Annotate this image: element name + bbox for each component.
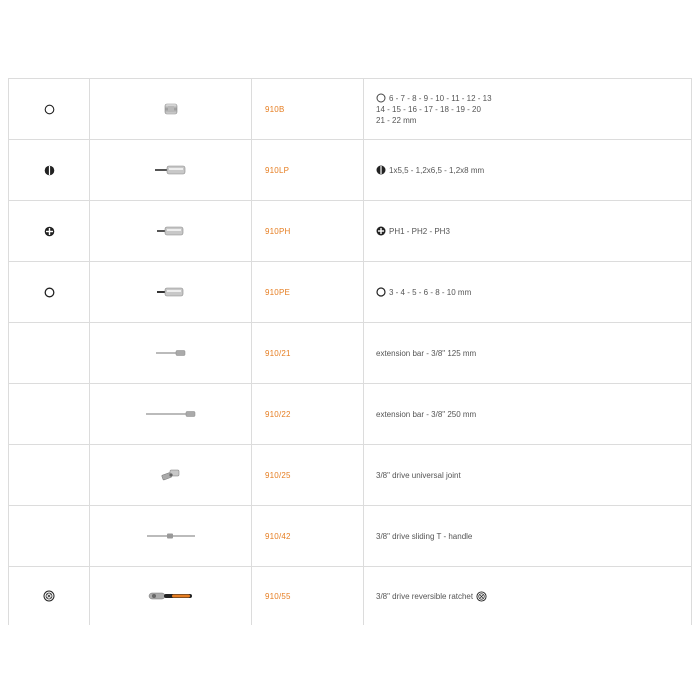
ratchet-icon xyxy=(43,590,55,602)
description xyxy=(376,165,484,176)
code-cell xyxy=(252,567,364,625)
product-image-cell xyxy=(90,445,252,505)
product-image-cell xyxy=(90,323,252,383)
description-cell xyxy=(364,323,692,383)
product-image-cell xyxy=(90,262,252,322)
code-cell xyxy=(252,201,364,261)
product-code: 910/22 xyxy=(265,409,291,419)
description-cell xyxy=(364,140,692,200)
table-row xyxy=(9,140,692,201)
description-cell xyxy=(364,79,692,139)
table-row xyxy=(9,201,692,262)
type-cell xyxy=(9,201,90,261)
table-row xyxy=(9,567,692,625)
product-code: 910PE xyxy=(265,287,291,297)
slotted-screwdriver-icon xyxy=(376,165,386,175)
type-cell xyxy=(9,323,90,383)
table-row xyxy=(9,445,692,506)
type-cell xyxy=(9,445,90,505)
universal-joint-image xyxy=(161,469,181,481)
description-line: PH1 - PH2 - PH3 xyxy=(389,226,450,236)
description xyxy=(376,591,490,602)
sliding-t-handle-image xyxy=(147,533,195,539)
product-code: 910/21 xyxy=(265,348,291,358)
description-line: 1x5,5 - 1,2x6,5 - 1,2x8 mm xyxy=(389,165,485,175)
phillips-screwdriver-icon xyxy=(376,226,386,236)
product-table xyxy=(8,78,692,625)
description-line: 6 - 7 - 8 - 9 - 10 - 11 - 12 - 13 xyxy=(389,93,492,103)
product-image-cell xyxy=(90,140,252,200)
type-cell xyxy=(9,506,90,566)
product-code: 910/42 xyxy=(265,531,291,541)
slotted-screwdriver-icon xyxy=(44,165,55,176)
hex-key-icon xyxy=(44,287,55,298)
description-cell xyxy=(364,506,692,566)
product-image-cell xyxy=(90,79,252,139)
bit-socket-image xyxy=(155,165,187,175)
socket-image xyxy=(163,102,179,116)
code-cell xyxy=(252,445,364,505)
hex-socket-icon xyxy=(44,104,55,115)
type-cell xyxy=(9,140,90,200)
product-code: 910B xyxy=(265,104,285,114)
bit-socket-image xyxy=(157,226,185,236)
description xyxy=(376,93,492,126)
description xyxy=(376,287,471,298)
description-cell xyxy=(364,445,692,505)
description-cell xyxy=(364,384,692,444)
table-row xyxy=(9,262,692,323)
product-code: 910PH xyxy=(265,226,291,236)
description-cell xyxy=(364,262,692,322)
product-code: 910/55 xyxy=(265,591,291,601)
table-row xyxy=(9,79,692,140)
code-cell xyxy=(252,79,364,139)
description: 3/8" drive sliding T - handle xyxy=(376,531,473,541)
type-cell xyxy=(9,262,90,322)
type-cell xyxy=(9,79,90,139)
description-cell xyxy=(364,567,692,625)
ratchet-image xyxy=(148,591,194,601)
hex-key-icon xyxy=(376,287,386,297)
table-row xyxy=(9,384,692,445)
code-cell xyxy=(252,323,364,383)
phillips-screwdriver-icon xyxy=(44,226,55,237)
description: 3/8" drive universal joint xyxy=(376,470,461,480)
type-cell xyxy=(9,567,90,625)
bit-socket-image xyxy=(157,287,185,297)
code-cell xyxy=(252,506,364,566)
ratchet-icon xyxy=(476,591,487,602)
type-cell xyxy=(9,384,90,444)
description-cell xyxy=(364,201,692,261)
code-cell xyxy=(252,384,364,444)
table-row xyxy=(9,323,692,384)
product-image-cell xyxy=(90,384,252,444)
product-image-cell xyxy=(90,506,252,566)
extension-bar-image xyxy=(156,350,186,356)
product-code: 910LP xyxy=(265,165,290,175)
description xyxy=(376,226,450,237)
product-image-cell xyxy=(90,201,252,261)
description-line: 3/8" drive reversible ratchet xyxy=(376,591,474,601)
table-row xyxy=(9,506,692,567)
extension-bar-image xyxy=(146,411,196,417)
description: extension bar - 3/8" 250 mm xyxy=(376,409,477,419)
code-cell xyxy=(252,262,364,322)
description-line: 21 - 22 mm xyxy=(376,115,417,125)
description: extension bar - 3/8" 125 mm xyxy=(376,348,477,358)
hex-socket-icon xyxy=(376,93,386,103)
description-line: 3 - 4 - 5 - 6 - 8 - 10 mm xyxy=(389,287,472,297)
code-cell xyxy=(252,140,364,200)
product-code: 910/25 xyxy=(265,470,291,480)
product-image-cell xyxy=(90,567,252,625)
description-line: 14 - 15 - 16 - 17 - 18 - 19 - 20 xyxy=(376,104,481,114)
